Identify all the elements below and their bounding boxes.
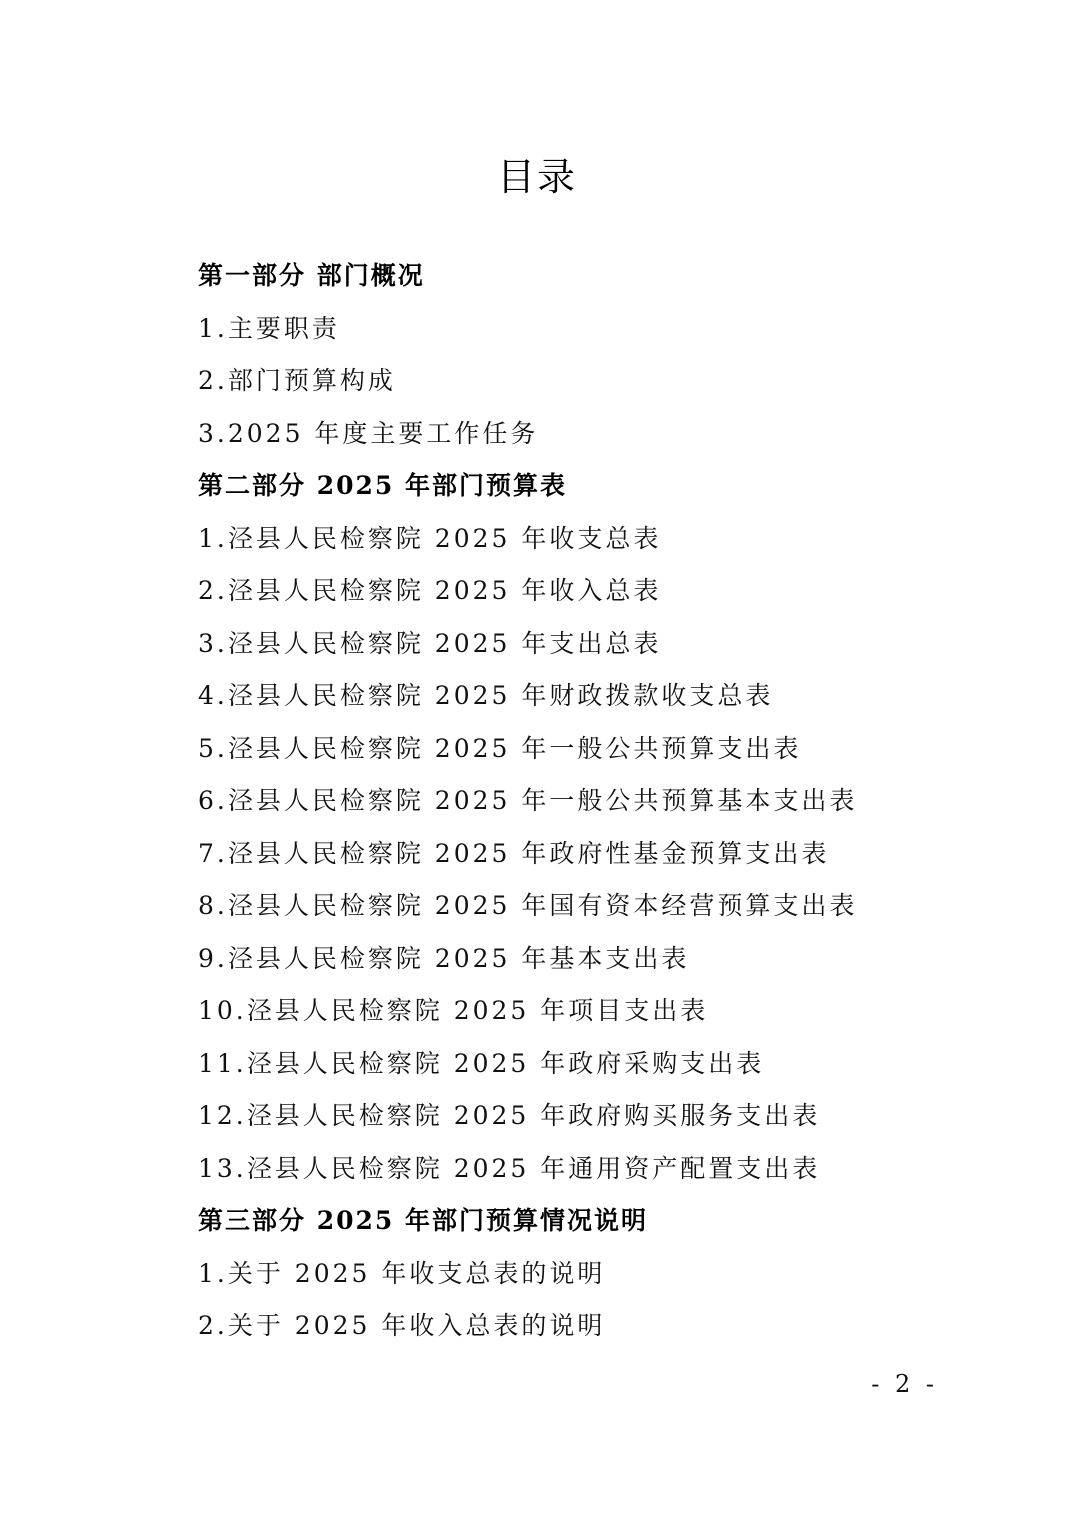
toc-item: 13.泾县人民检察院 2025 年通用资产配置支出表 bbox=[198, 1153, 821, 1183]
toc-item: 5.泾县人民检察院 2025 年一般公共预算支出表 bbox=[198, 733, 802, 763]
toc-section-3: 第三部分 2025 年部门预算情况说明 bbox=[198, 1206, 648, 1235]
toc-item: 2.关于 2025 年收入总表的说明 bbox=[198, 1311, 606, 1340]
toc-item: 3.2025 年度主要工作任务 bbox=[198, 418, 539, 448]
page-title: 目录 bbox=[496, 155, 577, 199]
table-of-contents bbox=[198, 250, 958, 1353]
toc-item: 9.泾县人民检察院 2025 年基本支出表 bbox=[198, 943, 690, 973]
toc-item: 2.部门预算构成 bbox=[198, 366, 396, 395]
toc-item: 1.关于 2025 年收支总表的说明 bbox=[198, 1258, 606, 1288]
toc-section-1: 第一部分 部门概况 bbox=[198, 261, 425, 290]
toc-section-2: 第二部分 2025 年部门预算表 bbox=[198, 471, 567, 500]
toc-item: 7.泾县人民检察院 2025 年政府性基金预算支出表 bbox=[198, 838, 830, 868]
toc-item: 4.泾县人民检察院 2025 年财政拨款收支总表 bbox=[198, 681, 774, 710]
toc-item: 2.泾县人民检察院 2025 年收入总表 bbox=[198, 576, 662, 605]
toc-item: 12.泾县人民检察院 2025 年政府购买服务支出表 bbox=[198, 1101, 821, 1130]
toc-item: 3.泾县人民检察院 2025 年支出总表 bbox=[198, 628, 662, 658]
toc-item: 10.泾县人民检察院 2025 年项目支出表 bbox=[198, 996, 709, 1025]
toc-item: 11.泾县人民检察院 2025 年政府采购支出表 bbox=[198, 1048, 765, 1078]
toc-item: 6.泾县人民检察院 2025 年一般公共预算基本支出表 bbox=[198, 786, 858, 815]
toc-item: 1.泾县人民检察院 2025 年收支总表 bbox=[198, 523, 662, 553]
toc-item: 1.主要职责 bbox=[198, 313, 340, 343]
page-number: - 2 - bbox=[871, 1370, 938, 1398]
toc-item: 8.泾县人民检察院 2025 年国有资本经营预算支出表 bbox=[198, 891, 858, 920]
